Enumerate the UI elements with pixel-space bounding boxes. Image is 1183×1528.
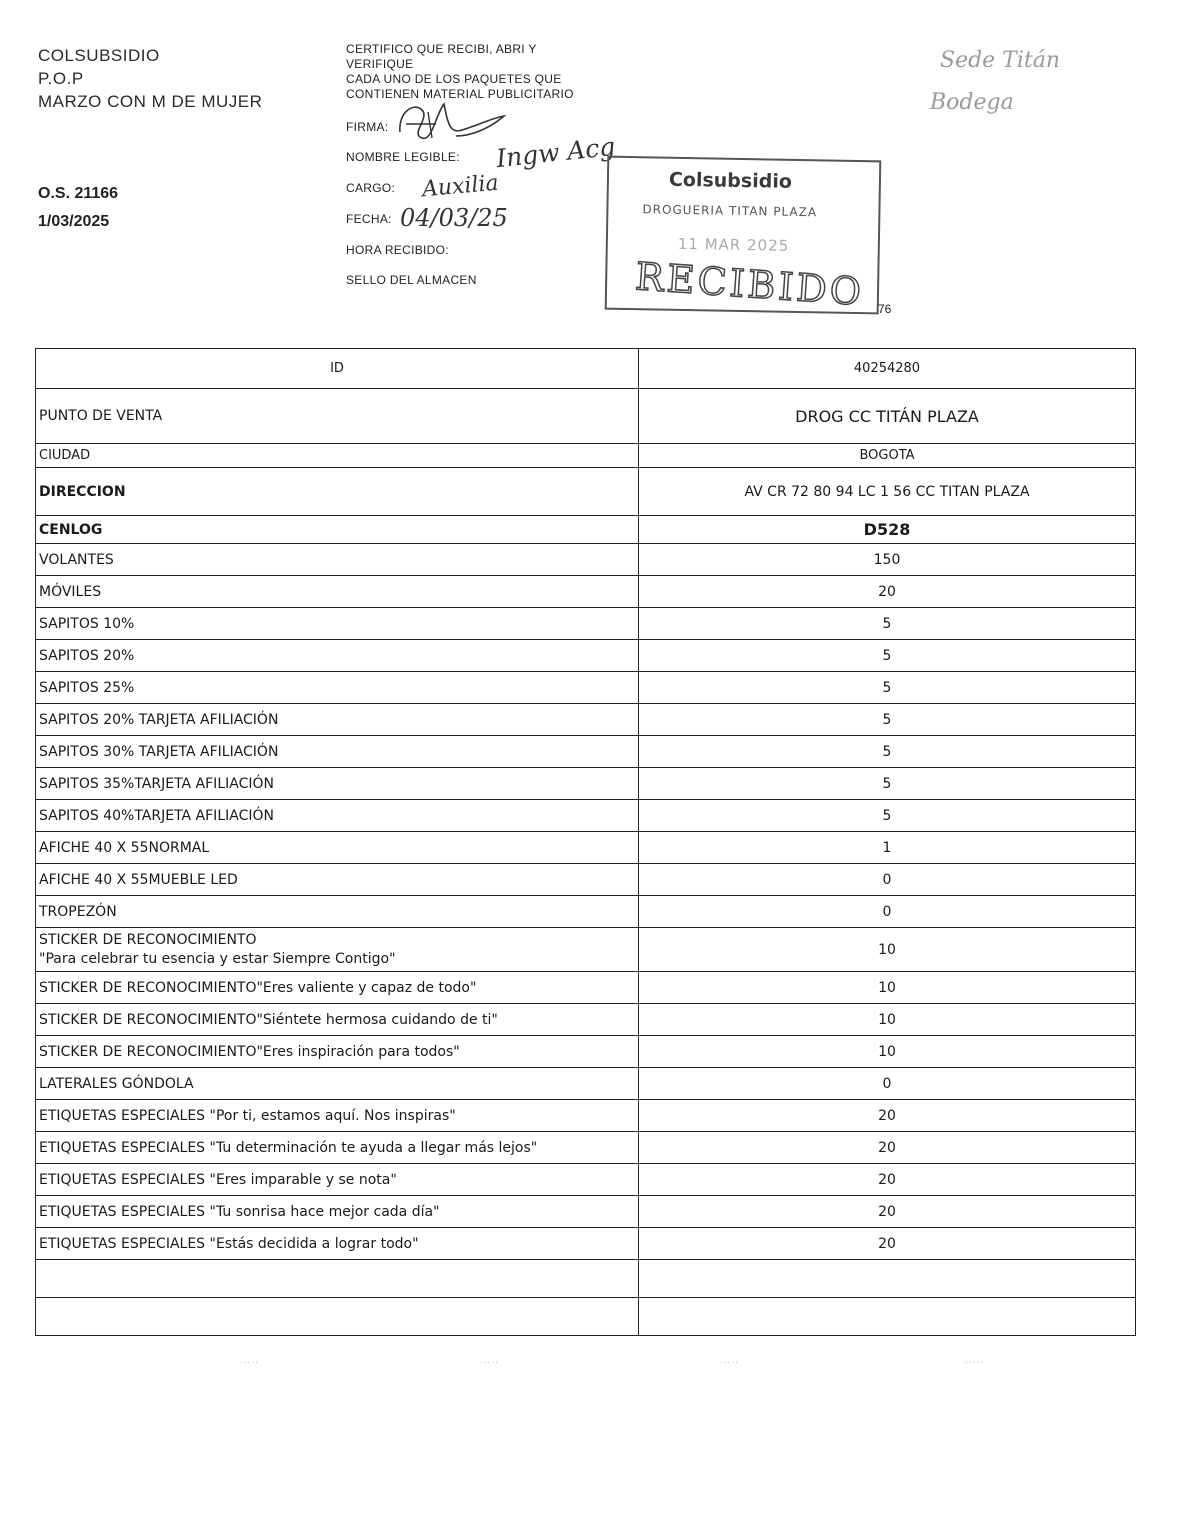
cert-line: VERIFIQUE: [346, 57, 414, 71]
item-value: 1: [639, 832, 1136, 864]
handwritten-cargo: Auxilia: [421, 170, 500, 203]
item-label: SAPITOS 30% TARJETA AFILIACIÓN: [36, 736, 639, 768]
stamp-status: RECIBIDO: [633, 254, 866, 315]
item-label: ETIQUETAS ESPECIALES "Eres imparable y se nota": [36, 1164, 639, 1196]
item-value: 5: [639, 640, 1136, 672]
item-value: 20: [639, 1164, 1136, 1196]
table-row: [36, 608, 1136, 640]
table-row: [36, 576, 1136, 608]
item-label: SAPITOS 25%: [36, 672, 639, 704]
table-row: [36, 468, 1136, 516]
table-row: [36, 1228, 1136, 1260]
item-value: 5: [639, 736, 1136, 768]
item-label: ETIQUETAS ESPECIALES "Tu determinación te ayuda a llegar más lejos": [36, 1132, 639, 1164]
punto-value: DROG CC TITÁN PLAZA: [639, 389, 1136, 444]
item-value: 20: [639, 576, 1136, 608]
table-row: [36, 672, 1136, 704]
scan-speck: .....: [965, 1355, 984, 1366]
item-label: MÓVILES: [36, 576, 639, 608]
order-block: [38, 180, 118, 236]
item-label: VOLANTES: [36, 544, 639, 576]
item-value: 0: [639, 896, 1136, 928]
cert-line: CONTIENEN MATERIAL PUBLICITARIO: [346, 87, 574, 101]
item-label: SAPITOS 20%: [36, 640, 639, 672]
sticker-multi-label: [36, 928, 639, 972]
sticker-multi-value: 10: [639, 928, 1136, 972]
handwritten-name: Ingw Acg: [494, 131, 617, 174]
table-row: [36, 768, 1136, 800]
cargo-label: CARGO:: [346, 181, 396, 195]
cenlog-label: CENLOG: [36, 516, 639, 544]
item-value: 20: [639, 1100, 1136, 1132]
page-number: 76: [878, 302, 892, 316]
item-value: 10: [639, 972, 1136, 1004]
handwritten-fecha: 04/03/25: [400, 204, 508, 232]
cert-line: CADA UNO DE LOS PAQUETES QUE: [346, 72, 562, 86]
item-label: SAPITOS 40%TARJETA AFILIACIÓN: [36, 800, 639, 832]
item-label: ETIQUETAS ESPECIALES "Estás decidida a lograr todo": [36, 1228, 639, 1260]
firma-label: FIRMA:: [346, 120, 389, 134]
order-date: 1/03/2025: [38, 213, 110, 230]
item-value: 10: [639, 1004, 1136, 1036]
hora-label: HORA RECIBIDO:: [346, 243, 449, 257]
direccion-label: DIRECCION: [36, 468, 639, 516]
item-label: ETIQUETAS ESPECIALES "Tu sonrisa hace mejor cada día": [36, 1196, 639, 1228]
item-value: 5: [639, 704, 1136, 736]
item-value: 150: [639, 544, 1136, 576]
signature-graphic: [392, 94, 512, 150]
cert-line: CERTIFICO QUE RECIBI, ABRI Y: [346, 42, 537, 56]
item-label: SAPITOS 20% TARJETA AFILIACIÓN: [36, 704, 639, 736]
table-row: [36, 1196, 1136, 1228]
table-row: [36, 896, 1136, 928]
table-row: [36, 972, 1136, 1004]
id-label: ID: [36, 349, 639, 389]
nombre-label: NOMBRE LEGIBLE:: [346, 150, 460, 164]
table-row: [36, 444, 1136, 468]
material-table: [35, 348, 1136, 1336]
stamp-brand: Colsubsidio: [668, 168, 793, 193]
item-label: TROPEZÓN: [36, 896, 639, 928]
item-label: LATERALES GÓNDOLA: [36, 1068, 639, 1100]
company-name: COLSUBSIDIO: [38, 46, 160, 65]
sello-label: SELLO DEL ALMACEN: [346, 273, 477, 287]
table-row: [36, 1132, 1136, 1164]
scan-speck: .....: [480, 1355, 499, 1366]
stamp-date: 11 MAR 2025: [677, 234, 790, 255]
certification-text: [346, 42, 574, 102]
table-row-empty: [36, 1298, 1136, 1336]
item-value: 5: [639, 672, 1136, 704]
table-row: [36, 800, 1136, 832]
item-label: ETIQUETAS ESPECIALES "Por ti, estamos aquí. Nos inspiras": [36, 1100, 639, 1132]
table-row: [36, 516, 1136, 544]
order-number: O.S. 21166: [38, 185, 119, 202]
item-label: AFICHE 40 X 55NORMAL: [36, 832, 639, 864]
fecha-label: FECHA:: [346, 212, 392, 226]
table-row: [36, 864, 1136, 896]
table-row: [36, 349, 1136, 389]
table-row: [36, 389, 1136, 444]
cenlog-value: D528: [639, 516, 1136, 544]
id-value: 40254280: [639, 349, 1136, 389]
document-type: P.O.P: [38, 69, 84, 88]
ciudad-value: BOGOTA: [639, 444, 1136, 468]
direccion-value: AV CR 72 80 94 LC 1 56 CC TITAN PLAZA: [639, 468, 1136, 516]
table-row: [36, 1036, 1136, 1068]
item-value: 10: [639, 1036, 1136, 1068]
punto-label: PUNTO DE VENTA: [36, 389, 639, 444]
item-value: 5: [639, 800, 1136, 832]
item-value: 20: [639, 1132, 1136, 1164]
item-value: 0: [639, 864, 1136, 896]
campaign-name: MARZO CON M DE MUJER: [38, 92, 263, 111]
item-value: 5: [639, 768, 1136, 800]
table-row: [36, 1100, 1136, 1132]
item-value: 0: [639, 1068, 1136, 1100]
handwritten-note-1: Sede Titán: [940, 48, 1061, 73]
table-row: [36, 1004, 1136, 1036]
item-label: SAPITOS 10%: [36, 608, 639, 640]
item-value: 20: [639, 1228, 1136, 1260]
table-row: [36, 1068, 1136, 1100]
table-row: [36, 704, 1136, 736]
table-row: [36, 832, 1136, 864]
table-row: [36, 1164, 1136, 1196]
received-stamp: [605, 156, 882, 315]
table-row: [36, 928, 1136, 972]
item-label: AFICHE 40 X 55MUEBLE LED: [36, 864, 639, 896]
item-label: STICKER DE RECONOCIMIENTO"Eres valiente y capaz de todo": [36, 972, 639, 1004]
table-row: [36, 544, 1136, 576]
item-label: STICKER DE RECONOCIMIENTO"Eres inspiración para todos": [36, 1036, 639, 1068]
scan-speck: .....: [720, 1355, 739, 1366]
item-value: 5: [639, 608, 1136, 640]
item-label: SAPITOS 35%TARJETA AFILIACIÓN: [36, 768, 639, 800]
ciudad-label: CIUDAD: [36, 444, 639, 468]
scan-speck: .....: [240, 1355, 259, 1366]
table-row: [36, 640, 1136, 672]
table-row-empty: [36, 1260, 1136, 1298]
item-label: STICKER DE RECONOCIMIENTO"Siéntete hermosa cuidando de ti": [36, 1004, 639, 1036]
item-value: 20: [639, 1196, 1136, 1228]
table-row: [36, 736, 1136, 768]
sticker-multi-line2: "Para celebrar tu esencia y estar Siempre Contigo": [39, 950, 396, 967]
company-block: [38, 44, 262, 113]
stamp-store: DROGUERIA TITAN PLAZA: [642, 202, 818, 220]
handwritten-note-2: Bodega: [930, 90, 1014, 115]
sticker-multi-line1: STICKER DE RECONOCIMIENTO: [39, 931, 257, 948]
